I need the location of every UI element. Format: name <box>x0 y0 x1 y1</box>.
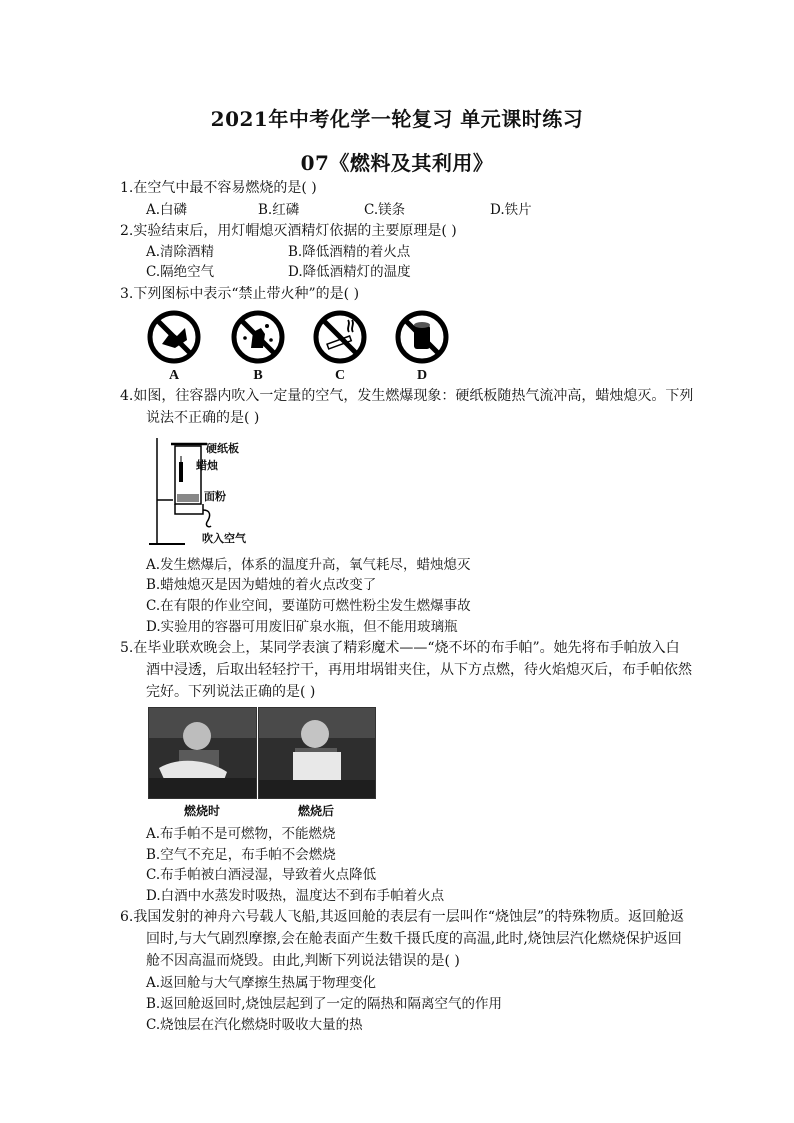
question-2-stem: 2.实验结束后，用灯帽熄灭酒精灯依据的主要原理是( ) <box>120 223 457 239</box>
no-fireworks-icon <box>231 310 285 364</box>
question-5-option-a: A.布手帕不是可燃物，不能燃烧 <box>146 826 336 842</box>
icon-label-a: A <box>168 368 180 383</box>
document-title: 2021年中考化学一轮复习 单元课时练习 <box>210 107 584 131</box>
question-3-stem: 3.下列图标中表示“禁止带火种”的是( ) <box>120 286 360 302</box>
question-5-option-d: D.白酒中水蒸发时吸热，温度达不到布手帕着火点 <box>146 888 445 904</box>
question-1-option-b: B.红磷 <box>258 202 300 218</box>
question-6-stem-line1: 6.我国发射的神舟六号载人飞船,其返回舱的表层有一层叫作“烧蚀层”的特殊物质。返回舱返 <box>120 909 685 925</box>
diagram-label-cardboard: 硬纸板 <box>206 442 239 455</box>
question-4-option-d: D.实验用的容器可用废旧矿泉水瓶，但不能用玻璃瓶 <box>146 619 458 635</box>
diagram-label-blow-air: 吹入空气 <box>202 532 246 545</box>
caption-burning: 燃烧时 <box>183 804 220 818</box>
question-1-option-d: D.铁片 <box>490 202 532 218</box>
question-5-stem-line2: 酒中浸透，后取出轻轻拧干，再用坩埚钳夹住，从下方点燃，待火焰熄灭后，布手帕依然 <box>146 662 692 678</box>
no-burning-materials-icon <box>147 310 201 364</box>
question-2-option-a: A.清除酒精 <box>146 244 215 260</box>
photo-burning <box>148 707 257 799</box>
question-1-option-a: A.白磷 <box>146 202 188 218</box>
question-2-option-d: D.降低酒精灯的温度 <box>288 264 411 280</box>
question-4-stem-line1: 4.如图，往容器内吹入一定量的空气，发生燃爆现象：硬纸板随热气流冲高，蜡烛熄灭。下列 <box>120 388 694 404</box>
icon-label-c: C <box>334 368 346 383</box>
question-5-stem-line1: 5.在毕业联欢晚会上，某同学表演了精彩魔术——“烧不坏的布手帕”。她先将布手帕放入白 <box>120 640 680 656</box>
question-6-option-b: B.返回舱返回时,烧蚀层起到了一定的隔热和隔离空气的作用 <box>146 996 503 1012</box>
question-2-option-c: C.隔绝空气 <box>146 264 215 280</box>
question-1-stem: 1.在空气中最不容易燃烧的是( ) <box>120 180 317 196</box>
question-4-option-b: B.蜡烛熄灭是因为蜡烛的着火点改变了 <box>146 577 377 593</box>
question-6-stem-line3: 舱不因高温而烧毁。由此,判断下列说法错误的是( ) <box>146 953 460 969</box>
no-smoking-icon <box>313 310 367 364</box>
question-5-option-b: B.空气不充足，布手帕不会燃烧 <box>146 847 336 863</box>
no-flammable-icon <box>395 310 449 364</box>
diagram-label-candle: 蜡烛 <box>196 459 218 472</box>
document-subtitle: 07《燃料及其利用》 <box>300 151 494 175</box>
photo-after-burning <box>258 707 376 799</box>
icon-label-b: B <box>253 368 263 383</box>
question-5-option-c: C.布手帕被白酒浸湿，导致着火点降低 <box>146 867 377 883</box>
icon-label-d: D <box>416 368 428 383</box>
question-1-option-c: C.镁条 <box>364 202 406 218</box>
question-4-option-c: C.在有限的作业空间，要谨防可燃性粉尘发生燃爆事故 <box>146 598 471 614</box>
question-4-stem-line2: 说法不正确的是( ) <box>146 410 260 426</box>
question-5-stem-line3: 完好。下列说法正确的是( ) <box>146 684 316 700</box>
question-2-option-b: B.降低酒精的着火点 <box>288 244 411 260</box>
diagram-label-flour: 面粉 <box>204 490 226 503</box>
caption-after-burning: 燃烧后 <box>297 804 334 818</box>
question-6-option-c: C.烧蚀层在汽化燃烧时吸收大量的热 <box>146 1017 363 1033</box>
question-6-stem-line2: 回时,与大气剧烈摩擦,会在舱表面产生数千摄氏度的高温,此时,烧蚀层汽化燃烧保护返回 <box>146 931 682 947</box>
question-4-option-a: A.发生燃爆后，体系的温度升高，氧气耗尽，蜡烛熄灭 <box>146 557 471 573</box>
question-6-option-a: A.返回舱与大气摩擦生热属于物理变化 <box>146 975 377 991</box>
